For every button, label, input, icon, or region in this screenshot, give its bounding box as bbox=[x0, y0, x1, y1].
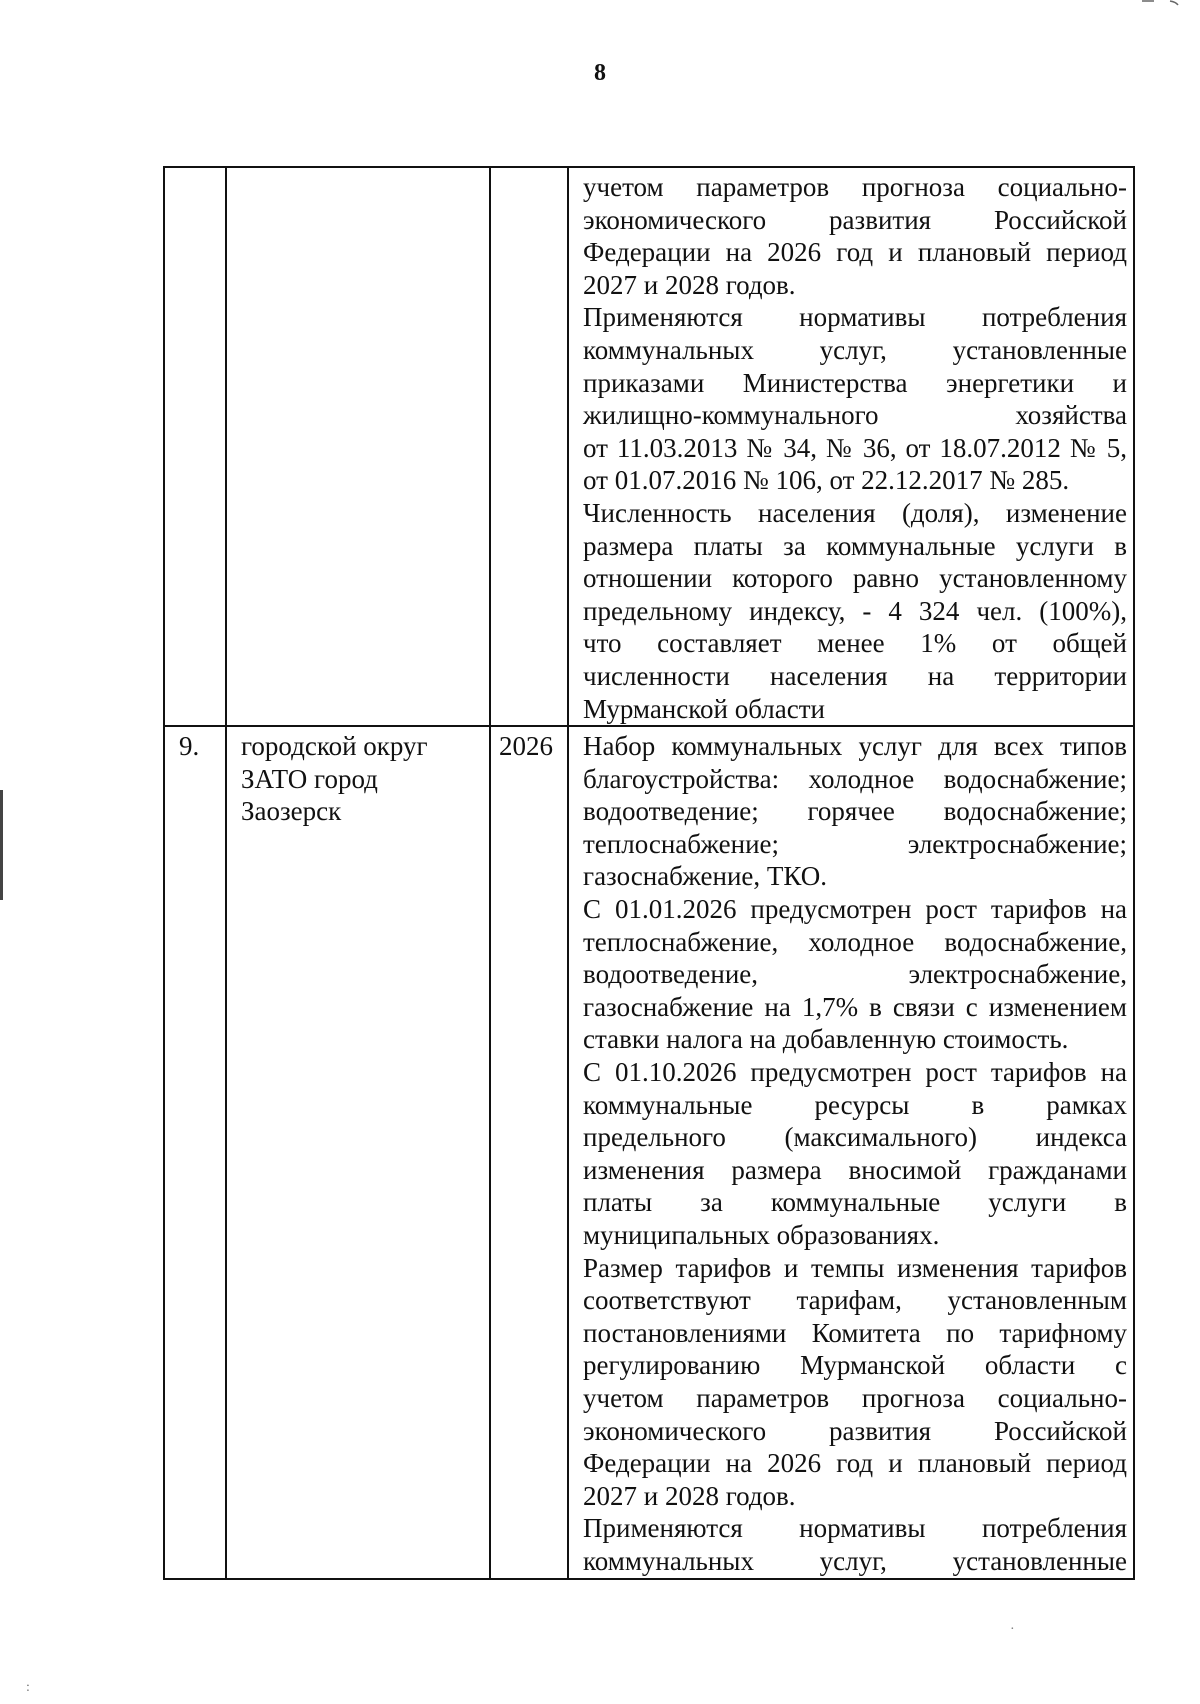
text-line: С 01.01.2026 предусмотрен рост тарифов на bbox=[583, 894, 1127, 925]
row-year: 2026 bbox=[490, 726, 568, 1578]
text-line: теплоснабжение, холодное водоснабжение, bbox=[583, 926, 1127, 957]
text-line: соответствуют тарифам, установленным bbox=[583, 1285, 1127, 1316]
text-line: теплоснабжение; электроснабжение; bbox=[583, 828, 1127, 859]
text-line: предельному индексу, - 4 324 чел. (100%), bbox=[583, 595, 1127, 626]
name-line: Заозерск bbox=[241, 796, 342, 827]
municipality-name bbox=[226, 726, 490, 1578]
text-line: учетом параметров прогноза социально- bbox=[583, 1382, 1127, 1413]
text-line: отношении которого равно установленному bbox=[583, 563, 1127, 594]
text-line: приказами Министерства энергетики и bbox=[583, 367, 1127, 398]
table-row-continued bbox=[164, 167, 1134, 726]
text-line: Применяются нормативы потребления bbox=[583, 1513, 1127, 1544]
text-line: коммунальных услуг, установленные bbox=[583, 334, 1127, 365]
text-line: Набор коммунальных услуг для всех типов bbox=[583, 731, 1127, 762]
text-line: коммунальных услуг, установленные bbox=[583, 1545, 1127, 1576]
text-line: от 01.07.2016 № 106, от 22.12.2017 № 285. bbox=[583, 465, 1070, 496]
scan-artifact bbox=[1140, 0, 1180, 6]
text-line: коммунальные ресурсы в рамках bbox=[583, 1089, 1127, 1120]
scan-speck: : bbox=[26, 1680, 30, 1695]
text-line: Численность населения (доля), изменение bbox=[583, 497, 1127, 528]
table-row-9 bbox=[164, 726, 1134, 1578]
text-line: газоснабжение, ТКО. bbox=[583, 861, 827, 892]
text-line: 2027 и 2028 годов. bbox=[583, 269, 796, 300]
text-line: С 01.10.2026 предусмотрен рост тарифов на bbox=[583, 1057, 1127, 1088]
text-line: жилищно-коммунального хозяйства bbox=[583, 400, 1127, 431]
municipal-tariff-table bbox=[163, 166, 1135, 1580]
text-line: ставки налога на добавленную стоимость. bbox=[583, 1024, 1069, 1055]
scan-edge-artifact bbox=[0, 790, 3, 900]
text-line: учетом параметров прогноза социально- bbox=[583, 172, 1127, 202]
page-number: 8 bbox=[594, 60, 606, 86]
text-line: изменения размера вносимой гражданами bbox=[583, 1154, 1127, 1185]
cell-name-empty bbox=[226, 167, 490, 726]
text-line: от 11.03.2013 № 34, № 36, от 18.07.2012 № 5, bbox=[583, 432, 1127, 463]
cell-description-continued bbox=[568, 167, 1134, 726]
name-line: ЗАТО город bbox=[241, 763, 378, 794]
cell-number-empty bbox=[164, 167, 226, 726]
text-line: постановлениями Комитета по тарифному bbox=[583, 1317, 1127, 1348]
text-line: численности населения на территории bbox=[583, 660, 1127, 691]
scan-speck: · bbox=[1010, 1622, 1015, 1637]
text-line: Мурманской области bbox=[583, 693, 825, 724]
text-line: предельного (максимального) индекса bbox=[583, 1122, 1127, 1153]
text-line: Применяются нормативы потребления bbox=[583, 302, 1127, 333]
text-line: муниципальных образованиях. bbox=[583, 1220, 940, 1250]
text-line: Размер тарифов и темпы изменения тарифов bbox=[583, 1252, 1127, 1283]
text-line: экономического развития Российской bbox=[583, 1415, 1127, 1446]
text-line: экономического развития Российской bbox=[583, 204, 1127, 235]
text-line: газоснабжение на 1,7% в связи с изменением bbox=[583, 991, 1127, 1022]
text-line: регулированию Мурманской области с bbox=[583, 1350, 1127, 1381]
row-number: 9. bbox=[164, 726, 226, 1578]
text-line: Федерации на 2026 год и плановый период bbox=[583, 1448, 1127, 1479]
cell-description-row-9 bbox=[568, 726, 1134, 1578]
text-line: водоотведение, электроснабжение, bbox=[583, 959, 1127, 990]
text-line: что составляет менее 1% от общей bbox=[583, 628, 1127, 659]
text-line: Федерации на 2026 год и плановый период bbox=[583, 237, 1127, 268]
text-line: водоотведение; горячее водоснабжение; bbox=[583, 796, 1127, 827]
cell-year-empty bbox=[490, 167, 568, 726]
text-line: благоустройства: холодное водоснабжение; bbox=[583, 763, 1127, 794]
name-line: городской округ bbox=[241, 731, 428, 762]
text-line: 2027 и 2028 годов. bbox=[583, 1480, 796, 1511]
text-line: платы за коммунальные услуги в bbox=[583, 1187, 1127, 1218]
text-line: размера платы за коммунальные услуги в bbox=[583, 530, 1127, 561]
